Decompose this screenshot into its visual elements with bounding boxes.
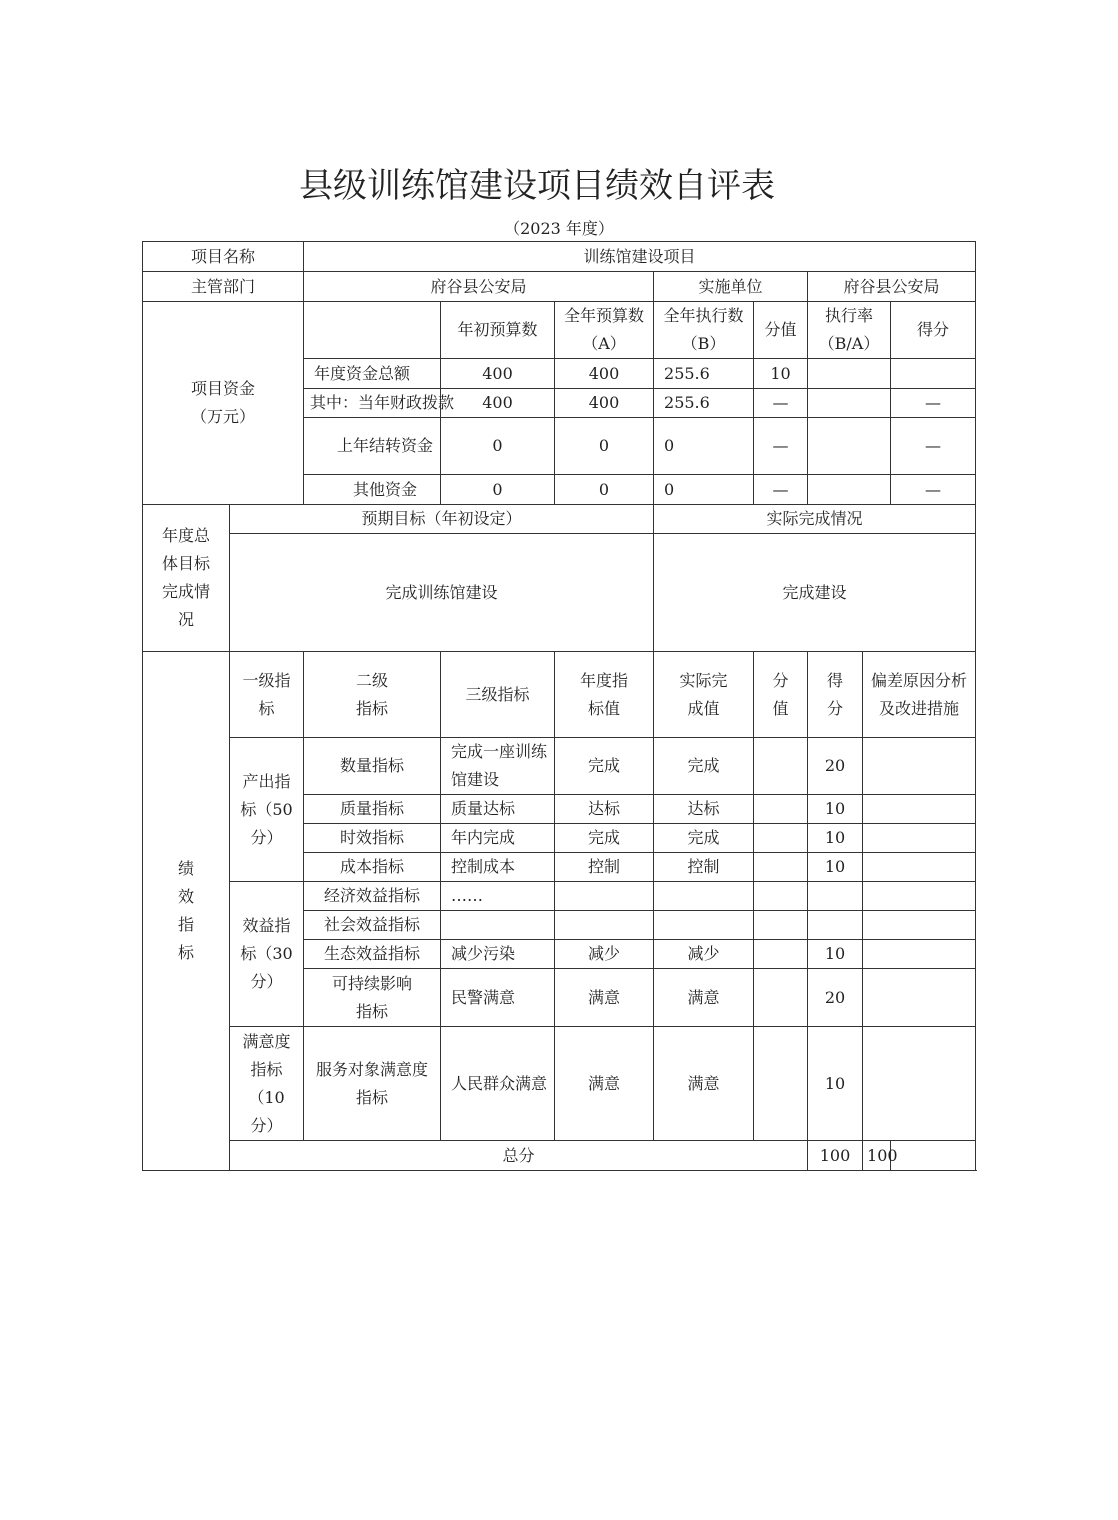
funds-header: 得分 [891, 302, 976, 359]
funds-header: 全年执行数（B） [654, 302, 754, 359]
funds-score: — [891, 475, 976, 505]
funds-annual: 0 [555, 475, 654, 505]
indicator-header: 年度指标值 [555, 652, 654, 738]
funds-row-name: 其他资金 [304, 475, 441, 505]
actual: 满意 [654, 969, 754, 1027]
deviation [863, 853, 976, 882]
score-value [754, 940, 808, 969]
dept-label: 主管部门 [143, 272, 304, 302]
report-year: （2023 年度） [504, 219, 614, 238]
funds-score [891, 359, 976, 389]
goals-actual: 完成建设 [654, 534, 976, 652]
indicator-header: 得分 [808, 652, 863, 738]
level3: 质量达标 [441, 795, 555, 824]
actual [654, 882, 754, 911]
score: 10 [808, 853, 863, 882]
funds-rate [808, 418, 891, 475]
page-title: 县级训练馆建设项目绩效自评表 [299, 166, 775, 206]
funds-score-value: — [754, 475, 808, 505]
funds-score: — [891, 418, 976, 475]
actual: 完成 [654, 738, 754, 795]
target: 满意 [555, 1027, 654, 1141]
actual: 减少 [654, 940, 754, 969]
funds-initial: 400 [441, 359, 555, 389]
level3: 完成一座训练馆建设 [441, 738, 555, 795]
score-value [754, 969, 808, 1027]
deviation [863, 911, 976, 940]
level2: 社会效益指标 [304, 911, 441, 940]
target: 减少 [555, 940, 654, 969]
funds-score-value: — [754, 418, 808, 475]
funds-rate [808, 389, 891, 418]
score: 10 [808, 1027, 863, 1141]
funds-score-value: — [754, 389, 808, 418]
level2: 时效指标 [304, 824, 441, 853]
actual: 完成 [654, 824, 754, 853]
actual: 达标 [654, 795, 754, 824]
indicator-header: 一级指标 [230, 652, 304, 738]
target: 完成 [555, 738, 654, 795]
indicator-header: 分值 [754, 652, 808, 738]
funds-score: — [891, 389, 976, 418]
level2: 成本指标 [304, 853, 441, 882]
score: 10 [808, 795, 863, 824]
goals-expected-label: 预期目标（年初设定） [230, 505, 654, 534]
total-deviation [891, 1141, 976, 1171]
total-score: 100 [863, 1141, 891, 1171]
level2: 可持续影响指标 [304, 969, 441, 1027]
dept-value: 府谷县公安局 [304, 272, 654, 302]
level2: 服务对象满意度指标 [304, 1027, 441, 1141]
score-value [754, 795, 808, 824]
funds-row-name: 年度资金总额 [304, 359, 441, 389]
target: 控制 [555, 853, 654, 882]
score: 20 [808, 969, 863, 1027]
funds-initial: 0 [441, 418, 555, 475]
score [808, 911, 863, 940]
funds-header: 执行率（B/A） [808, 302, 891, 359]
deviation [863, 940, 976, 969]
total-label: 总分 [230, 1141, 808, 1171]
target: 达标 [555, 795, 654, 824]
actual [654, 911, 754, 940]
goals-actual-label: 实际完成情况 [654, 505, 976, 534]
score-value [754, 911, 808, 940]
score-value [754, 738, 808, 795]
funds-header: 年初预算数 [441, 302, 555, 359]
funds-initial: 0 [441, 475, 555, 505]
indicator-header: 偏差原因分析及改进措施 [863, 652, 976, 738]
deviation [863, 738, 976, 795]
funds-header-blank [304, 302, 441, 359]
funds-score-value: 10 [754, 359, 808, 389]
target: 满意 [555, 969, 654, 1027]
funds-header: 全年预算数（A） [555, 302, 654, 359]
indicators-label: 绩效指标 [143, 652, 230, 1171]
project-name-label: 项目名称 [143, 242, 304, 272]
funds-rate [808, 475, 891, 505]
indicator-header: 二级指标 [304, 652, 441, 738]
funds-executed: 0 [654, 418, 754, 475]
level2: 经济效益指标 [304, 882, 441, 911]
funds-executed: 255.6 [654, 389, 754, 418]
target [555, 882, 654, 911]
indicator-header: 三级指标 [441, 652, 555, 738]
score: 10 [808, 940, 863, 969]
deviation [863, 882, 976, 911]
level3: …… [441, 882, 555, 911]
level2: 生态效益指标 [304, 940, 441, 969]
funds-annual: 0 [555, 418, 654, 475]
deviation [863, 969, 976, 1027]
goals-label: 年度总体目标完成情况 [143, 505, 230, 652]
funds-executed: 255.6 [654, 359, 754, 389]
unit-label: 实施单位 [654, 272, 808, 302]
target: 完成 [555, 824, 654, 853]
funds-row-name: 上年结转资金 [304, 418, 441, 475]
goals-expected: 完成训练馆建设 [230, 534, 654, 652]
level3: 控制成本 [441, 853, 555, 882]
unit-value: 府谷县公安局 [808, 272, 976, 302]
level3 [441, 911, 555, 940]
project-name: 训练馆建设项目 [304, 242, 976, 272]
score-value [754, 853, 808, 882]
indicator-header: 实际完成值 [654, 652, 754, 738]
target [555, 911, 654, 940]
level3: 年内完成 [441, 824, 555, 853]
level3: 民警满意 [441, 969, 555, 1027]
level3: 减少污染 [441, 940, 555, 969]
deviation [863, 1027, 976, 1141]
group-benefit: 效益指标（30分） [230, 882, 304, 1027]
group-output: 产出指标（50分） [230, 738, 304, 882]
level2: 数量指标 [304, 738, 441, 795]
score [808, 882, 863, 911]
group-satisfaction: 满意度指标（10分） [230, 1027, 304, 1141]
funds-row-name: 其中：当年财政拨款 [304, 389, 441, 418]
evaluation-table [142, 241, 976, 1171]
funds-annual: 400 [555, 359, 654, 389]
score: 10 [808, 824, 863, 853]
deviation [863, 795, 976, 824]
level2: 质量指标 [304, 795, 441, 824]
funds-label: 项目资金 （万元） [143, 302, 304, 505]
funds-rate [808, 359, 891, 389]
score: 20 [808, 738, 863, 795]
score-value [754, 824, 808, 853]
score-value [754, 1027, 808, 1141]
score-value [754, 882, 808, 911]
deviation [863, 824, 976, 853]
level3: 人民群众满意 [441, 1027, 555, 1141]
actual: 控制 [654, 853, 754, 882]
funds-executed: 0 [654, 475, 754, 505]
funds-header: 分值 [754, 302, 808, 359]
total-score-value: 100 [808, 1141, 863, 1171]
funds-initial: 400 [441, 389, 555, 418]
funds-annual: 400 [555, 389, 654, 418]
actual: 满意 [654, 1027, 754, 1141]
